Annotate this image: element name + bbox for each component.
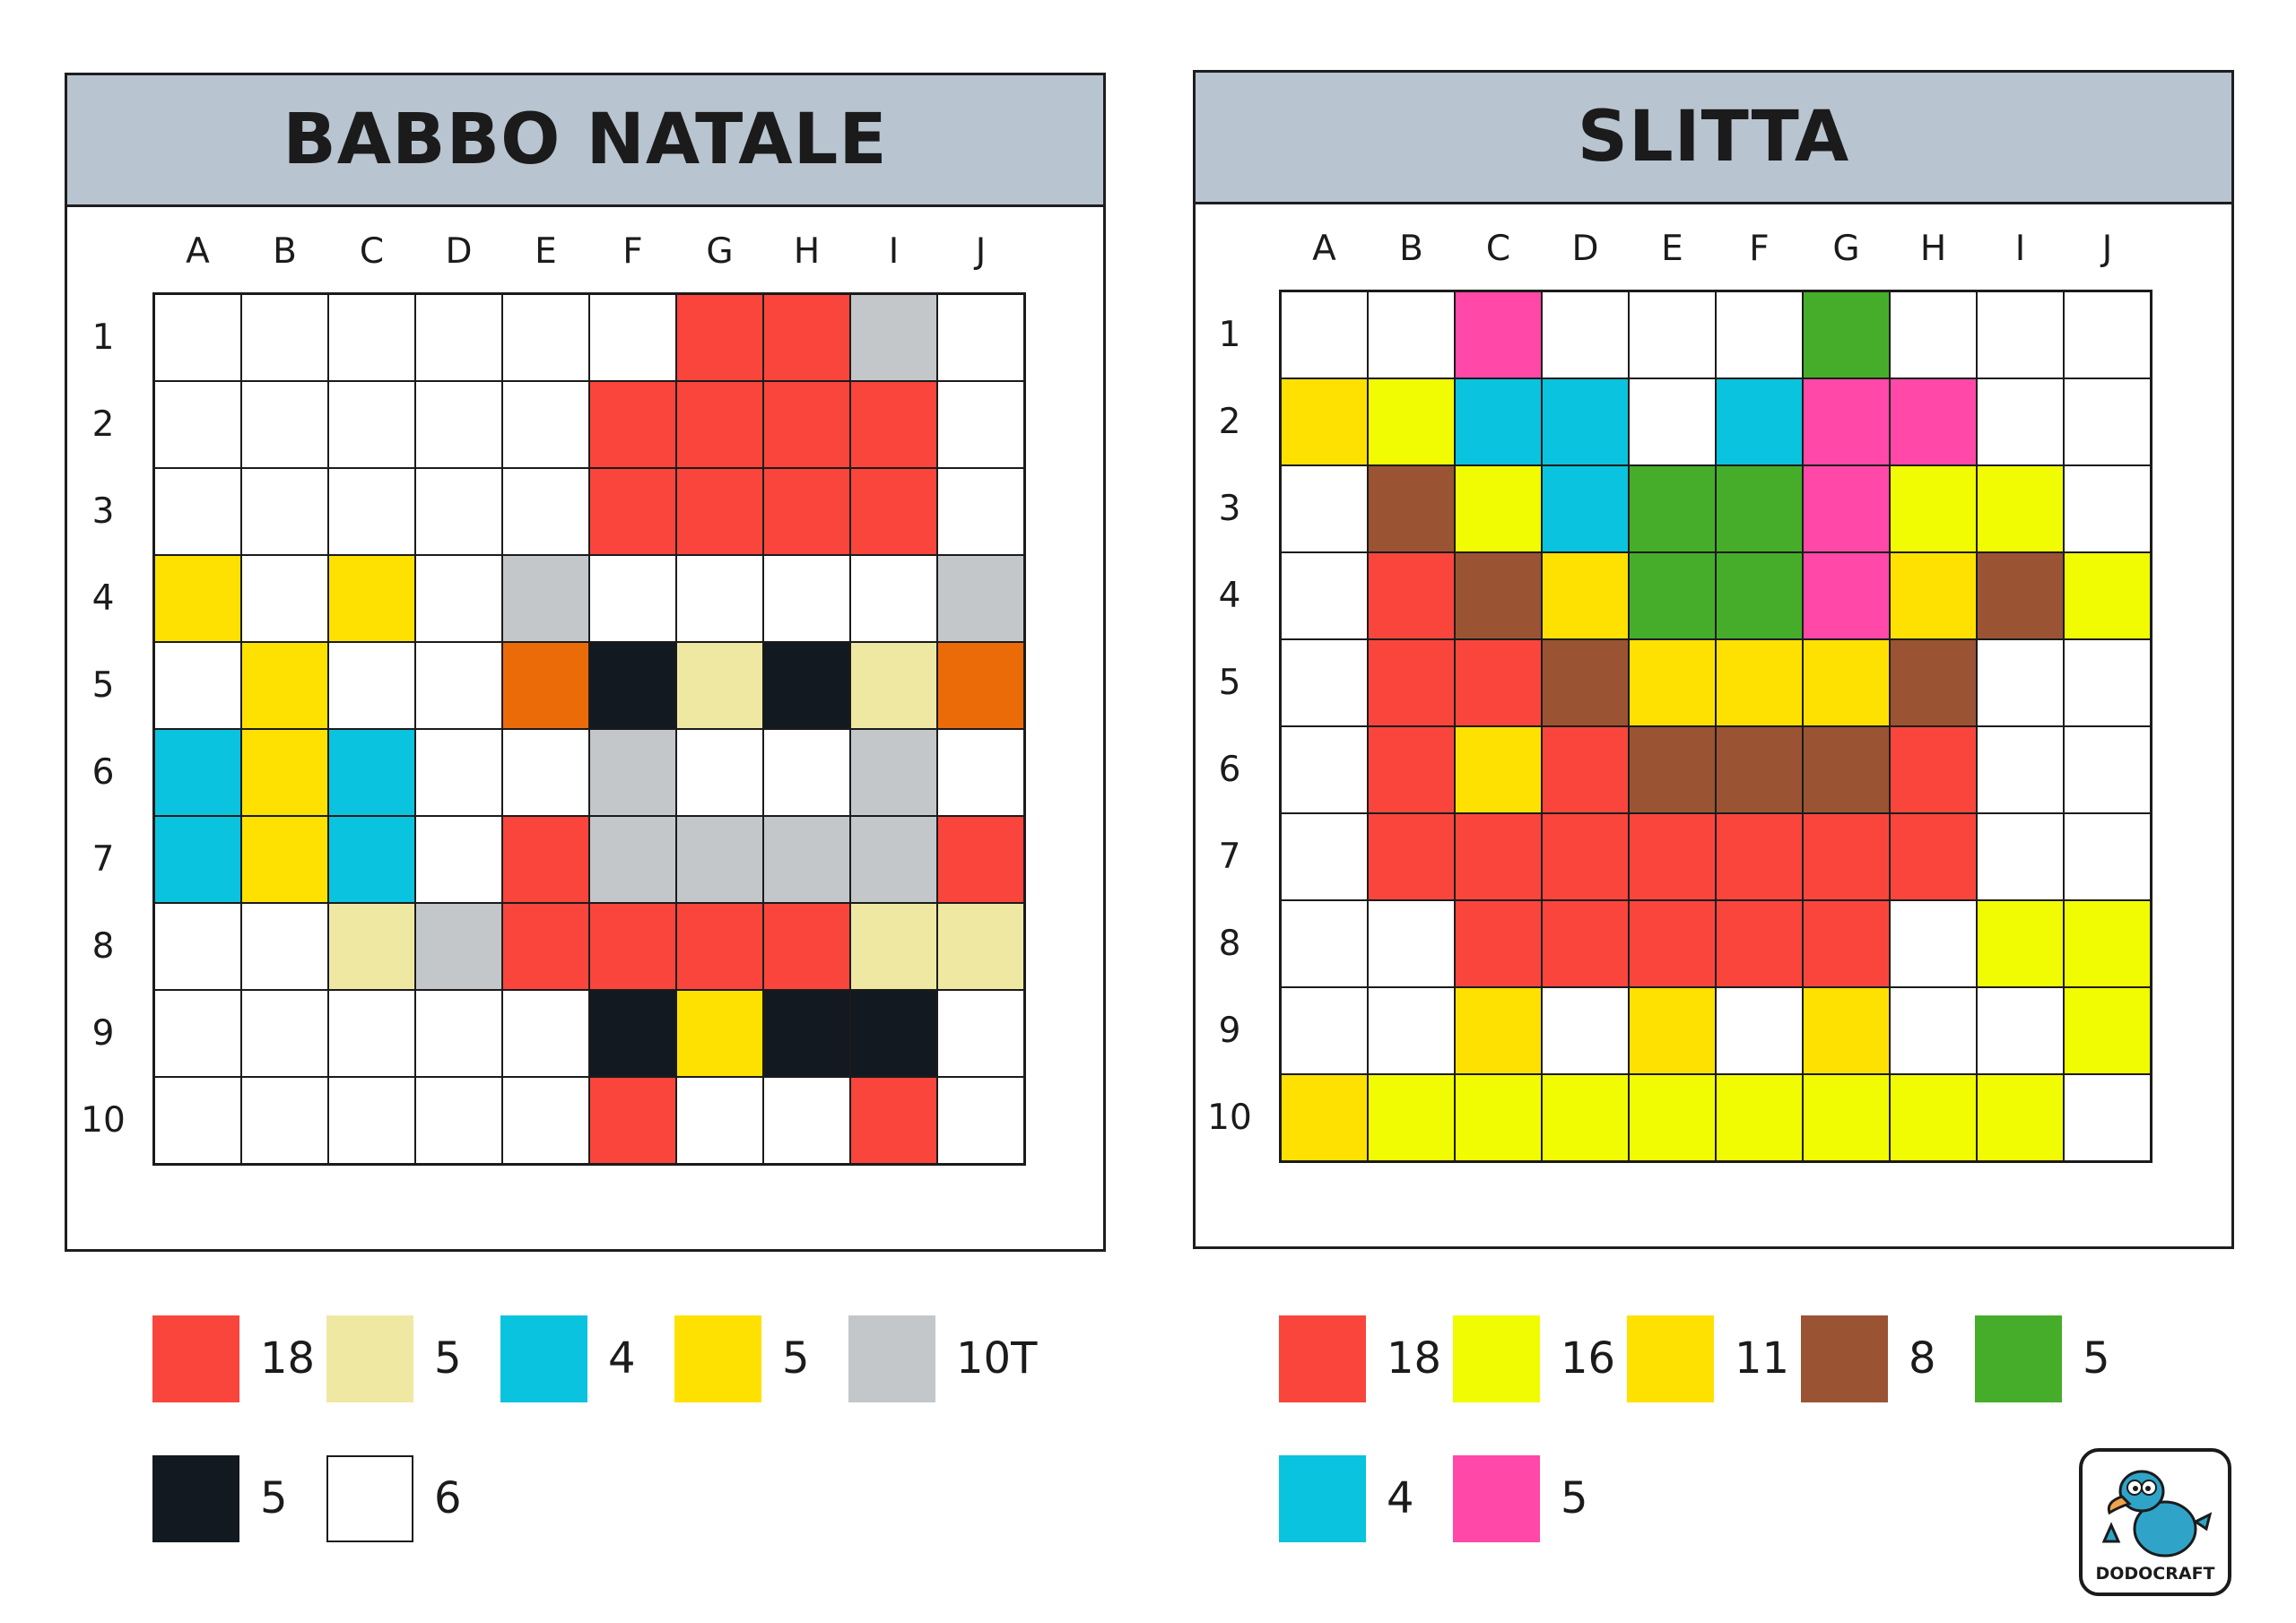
grid-cell-i4[interactable] xyxy=(1977,552,2064,639)
grid-cell-a4[interactable] xyxy=(154,555,241,642)
grid-cell-b2[interactable] xyxy=(241,381,328,468)
grid-cell-j5[interactable] xyxy=(937,642,1024,729)
grid-cell-i8[interactable] xyxy=(1977,900,2064,987)
column-label-j: J xyxy=(2101,229,2113,269)
grid-cell-b8[interactable] xyxy=(1368,900,1455,987)
column-label-h: H xyxy=(1919,229,1947,269)
grid-cell-b7[interactable] xyxy=(241,816,328,903)
grid-cell-c2[interactable] xyxy=(328,381,415,468)
grid-cell-d7[interactable] xyxy=(415,816,502,903)
grid-cell-d9[interactable] xyxy=(415,990,502,1077)
row-label-6: 6 xyxy=(1218,750,1241,790)
grid-cell-f6[interactable] xyxy=(1716,726,1803,813)
legend-swatch xyxy=(1453,1455,1540,1542)
grid-cell-b4[interactable] xyxy=(241,555,328,642)
grid-cell-g8[interactable] xyxy=(676,903,763,990)
row-label-2: 2 xyxy=(1218,402,1241,442)
grid-cell-a7[interactable] xyxy=(1281,813,1368,900)
grid-cell-j1[interactable] xyxy=(937,294,1024,381)
legend-count: 11 xyxy=(1735,1333,1790,1384)
grid-cell-b2[interactable] xyxy=(1368,378,1455,465)
grid-cell-j7[interactable] xyxy=(937,816,1024,903)
grid-cell-i4[interactable] xyxy=(850,555,937,642)
grid-cell-i7[interactable] xyxy=(850,816,937,903)
puzzle-title: SLITTA xyxy=(1196,73,2231,204)
column-label-h: H xyxy=(793,231,821,272)
grid-cell-c5[interactable] xyxy=(1455,639,1542,726)
grid-cell-b5[interactable] xyxy=(241,642,328,729)
legend-count: 18 xyxy=(260,1333,316,1384)
grid-cell-j10[interactable] xyxy=(937,1077,1024,1164)
grid-cell-f3[interactable] xyxy=(589,468,676,555)
grid-cell-g4[interactable] xyxy=(1803,552,1890,639)
grid-cell-e8[interactable] xyxy=(1629,900,1716,987)
grid-cell-b6[interactable] xyxy=(1368,726,1455,813)
grid-cell-g2[interactable] xyxy=(1803,378,1890,465)
grid-cell-g4[interactable] xyxy=(676,555,763,642)
grid-cell-g10[interactable] xyxy=(1803,1074,1890,1161)
grid-cell-g5[interactable] xyxy=(676,642,763,729)
column-label-f: F xyxy=(1749,229,1770,269)
grid-cell-a9[interactable] xyxy=(1281,987,1368,1074)
grid-cell-d9[interactable] xyxy=(1542,987,1629,1074)
grid-cell-h2[interactable] xyxy=(763,381,850,468)
pixel-grid xyxy=(1279,290,2152,1163)
grid-cell-a5[interactable] xyxy=(154,642,241,729)
grid-cell-g5[interactable] xyxy=(1803,639,1890,726)
grid-cell-a1[interactable] xyxy=(1281,291,1368,378)
row-label-4: 4 xyxy=(1218,576,1241,616)
grid-cell-h7[interactable] xyxy=(763,816,850,903)
grid-cell-h6[interactable] xyxy=(763,729,850,816)
grid-cell-c8[interactable] xyxy=(1455,900,1542,987)
grid-cell-c8[interactable] xyxy=(328,903,415,990)
grid-cell-f8[interactable] xyxy=(1716,900,1803,987)
grid-cell-d4[interactable] xyxy=(415,555,502,642)
grid-cell-h4[interactable] xyxy=(763,555,850,642)
legend-count: 4 xyxy=(608,1333,636,1384)
legend-count: 10T xyxy=(956,1333,1038,1384)
grid-cell-a2[interactable] xyxy=(154,381,241,468)
grid-cell-j5[interactable] xyxy=(2064,639,2151,726)
grid-cell-a7[interactable] xyxy=(154,816,241,903)
grid-cell-j6[interactable] xyxy=(2064,726,2151,813)
row-label-7: 7 xyxy=(91,839,115,880)
grid-cell-b7[interactable] xyxy=(1368,813,1455,900)
grid-cell-g6[interactable] xyxy=(1803,726,1890,813)
grid-cell-b4[interactable] xyxy=(1368,552,1455,639)
grid-cell-i6[interactable] xyxy=(1977,726,2064,813)
grid-cell-j4[interactable] xyxy=(2064,552,2151,639)
grid-cell-j3[interactable] xyxy=(937,468,1024,555)
grid-cell-e9[interactable] xyxy=(1629,987,1716,1074)
row-label-5: 5 xyxy=(1218,663,1241,703)
grid-cell-a8[interactable] xyxy=(154,903,241,990)
grid-cell-c10[interactable] xyxy=(328,1077,415,1164)
grid-cell-i1[interactable] xyxy=(850,294,937,381)
grid-cell-e10[interactable] xyxy=(502,1077,589,1164)
dodo-bird-icon xyxy=(2083,1455,2228,1563)
puzzle-title: BABBO NATALE xyxy=(67,75,1103,207)
legend-swatch xyxy=(674,1315,761,1402)
grid-cell-c5[interactable] xyxy=(328,642,415,729)
row-label-3: 3 xyxy=(1218,489,1241,529)
grid-cell-b3[interactable] xyxy=(241,468,328,555)
legend-count: 5 xyxy=(260,1473,288,1523)
grid-cell-e6[interactable] xyxy=(1629,726,1716,813)
legend-swatch xyxy=(326,1455,413,1542)
grid-cell-d6[interactable] xyxy=(1542,726,1629,813)
grid-cell-i3[interactable] xyxy=(1977,465,2064,552)
legend-swatch xyxy=(1453,1315,1540,1402)
grid-cell-a8[interactable] xyxy=(1281,900,1368,987)
grid-cell-i8[interactable] xyxy=(850,903,937,990)
legend-count: 18 xyxy=(1387,1333,1442,1384)
column-label-c: C xyxy=(1485,229,1511,269)
grid-cell-b6[interactable] xyxy=(241,729,328,816)
legend-swatch xyxy=(152,1315,239,1402)
grid-cell-b9[interactable] xyxy=(1368,987,1455,1074)
grid-cell-c3[interactable] xyxy=(1455,465,1542,552)
grid-cell-h10[interactable] xyxy=(763,1077,850,1164)
grid-cell-a6[interactable] xyxy=(1281,726,1368,813)
row-label-10: 10 xyxy=(81,1100,126,1141)
grid-cell-j6[interactable] xyxy=(937,729,1024,816)
grid-cell-i2[interactable] xyxy=(1977,378,2064,465)
grid-cell-j3[interactable] xyxy=(2064,465,2151,552)
legend-count: 5 xyxy=(2083,1333,2110,1384)
legend-swatch xyxy=(500,1315,587,1402)
column-label-a: A xyxy=(1312,229,1336,269)
row-label-8: 8 xyxy=(1218,924,1241,964)
grid-cell-j2[interactable] xyxy=(937,381,1024,468)
grid-cell-f1[interactable] xyxy=(1716,291,1803,378)
grid-cell-f4[interactable] xyxy=(589,555,676,642)
grid-cell-j8[interactable] xyxy=(2064,900,2151,987)
grid-cell-g10[interactable] xyxy=(676,1077,763,1164)
grid-cell-d10[interactable] xyxy=(1542,1074,1629,1161)
grid-cell-g9[interactable] xyxy=(676,990,763,1077)
grid-cell-e3[interactable] xyxy=(502,468,589,555)
grid-cell-g8[interactable] xyxy=(1803,900,1890,987)
grid-cell-d6[interactable] xyxy=(415,729,502,816)
grid-cell-b9[interactable] xyxy=(241,990,328,1077)
grid-cell-d1[interactable] xyxy=(415,294,502,381)
grid-cell-a4[interactable] xyxy=(1281,552,1368,639)
grid-cell-i7[interactable] xyxy=(1977,813,2064,900)
grid-cell-f3[interactable] xyxy=(1716,465,1803,552)
legend-count: 8 xyxy=(1909,1333,1936,1384)
grid-cell-a1[interactable] xyxy=(154,294,241,381)
grid-cell-a5[interactable] xyxy=(1281,639,1368,726)
grid-cell-i6[interactable] xyxy=(850,729,937,816)
grid-cell-f2[interactable] xyxy=(589,381,676,468)
legend-swatch xyxy=(1279,1315,1366,1402)
column-label-i: I xyxy=(888,231,900,272)
dodocraft-logo xyxy=(2079,1448,2231,1596)
grid-cell-f4[interactable] xyxy=(1716,552,1803,639)
grid-cell-d7[interactable] xyxy=(1542,813,1629,900)
grid-cell-i1[interactable] xyxy=(1977,291,2064,378)
grid-cell-j1[interactable] xyxy=(2064,291,2151,378)
column-label-d: D xyxy=(445,231,473,272)
grid-cell-d8[interactable] xyxy=(1542,900,1629,987)
grid-cell-a10[interactable] xyxy=(154,1077,241,1164)
row-label-3: 3 xyxy=(91,491,115,532)
grid-cell-a10[interactable] xyxy=(1281,1074,1368,1161)
row-label-1: 1 xyxy=(1218,315,1241,355)
grid-cell-a3[interactable] xyxy=(1281,465,1368,552)
row-label-6: 6 xyxy=(91,752,115,793)
grid-cell-g7[interactable] xyxy=(1803,813,1890,900)
grid-cell-f2[interactable] xyxy=(1716,378,1803,465)
grid-cell-b3[interactable] xyxy=(1368,465,1455,552)
grid-cell-c9[interactable] xyxy=(1455,987,1542,1074)
grid-cell-c3[interactable] xyxy=(328,468,415,555)
row-label-5: 5 xyxy=(91,665,115,706)
legend-swatch xyxy=(1279,1455,1366,1542)
legend-count: 5 xyxy=(434,1333,462,1384)
grid-cell-g3[interactable] xyxy=(676,468,763,555)
legend-count: 6 xyxy=(434,1473,462,1523)
row-label-1: 1 xyxy=(91,317,115,358)
grid-cell-f6[interactable] xyxy=(589,729,676,816)
column-label-e: E xyxy=(535,231,557,272)
legend-count: 5 xyxy=(1561,1473,1588,1523)
grid-cell-a6[interactable] xyxy=(154,729,241,816)
grid-cell-c6[interactable] xyxy=(1455,726,1542,813)
grid-cell-g1[interactable] xyxy=(1803,291,1890,378)
column-label-f: F xyxy=(622,231,643,272)
grid-cell-d3[interactable] xyxy=(1542,465,1629,552)
grid-cell-d2[interactable] xyxy=(1542,378,1629,465)
grid-cell-j4[interactable] xyxy=(937,555,1024,642)
grid-cell-e2[interactable] xyxy=(1629,378,1716,465)
grid-cell-b1[interactable] xyxy=(1368,291,1455,378)
grid-cell-c6[interactable] xyxy=(328,729,415,816)
column-label-j: J xyxy=(975,231,987,272)
grid-cell-i2[interactable] xyxy=(850,381,937,468)
grid-cell-c7[interactable] xyxy=(1455,813,1542,900)
grid-cell-h1[interactable] xyxy=(763,294,850,381)
grid-cell-d10[interactable] xyxy=(415,1077,502,1164)
grid-cell-i3[interactable] xyxy=(850,468,937,555)
row-label-4: 4 xyxy=(91,578,115,619)
grid-cell-c1[interactable] xyxy=(328,294,415,381)
grid-cell-i10[interactable] xyxy=(1977,1074,2064,1161)
grid-cell-h3[interactable] xyxy=(763,468,850,555)
grid-cell-d5[interactable] xyxy=(415,642,502,729)
row-label-9: 9 xyxy=(91,1013,115,1054)
grid-cell-e10[interactable] xyxy=(1629,1074,1716,1161)
row-label-10: 10 xyxy=(1207,1098,1252,1138)
grid-cell-e9[interactable] xyxy=(502,990,589,1077)
grid-cell-e7[interactable] xyxy=(502,816,589,903)
grid-cell-b5[interactable] xyxy=(1368,639,1455,726)
column-label-g: G xyxy=(1832,229,1860,269)
grid-cell-f8[interactable] xyxy=(589,903,676,990)
grid-cell-e7[interactable] xyxy=(1629,813,1716,900)
grid-cell-j9[interactable] xyxy=(937,990,1024,1077)
column-label-d: D xyxy=(1571,229,1599,269)
grid-cell-g6[interactable] xyxy=(676,729,763,816)
grid-cell-h10[interactable] xyxy=(1890,1074,1977,1161)
legend-swatch xyxy=(152,1455,239,1542)
grid-cell-d4[interactable] xyxy=(1542,552,1629,639)
grid-cell-j9[interactable] xyxy=(2064,987,2151,1074)
grid-cell-h2[interactable] xyxy=(1890,378,1977,465)
logo-text: DODOCRAFT xyxy=(2095,1564,2215,1584)
grid-cell-h3[interactable] xyxy=(1890,465,1977,552)
grid-cell-e4[interactable] xyxy=(1629,552,1716,639)
grid-cell-e5[interactable] xyxy=(502,642,589,729)
grid-cell-e6[interactable] xyxy=(502,729,589,816)
column-label-e: E xyxy=(1661,229,1683,269)
grid-cell-f9[interactable] xyxy=(1716,987,1803,1074)
row-label-7: 7 xyxy=(1218,837,1241,877)
grid-cell-g1[interactable] xyxy=(676,294,763,381)
row-label-2: 2 xyxy=(91,404,115,445)
grid-cell-f9[interactable] xyxy=(589,990,676,1077)
pixel-grid xyxy=(152,292,1026,1166)
grid-cell-d5[interactable] xyxy=(1542,639,1629,726)
grid-cell-c4[interactable] xyxy=(328,555,415,642)
grid-cell-g7[interactable] xyxy=(676,816,763,903)
legend-swatch xyxy=(1627,1315,1714,1402)
grid-cell-e1[interactable] xyxy=(1629,291,1716,378)
grid-cell-j10[interactable] xyxy=(2064,1074,2151,1161)
column-label-b: B xyxy=(1399,229,1423,269)
grid-cell-a2[interactable] xyxy=(1281,378,1368,465)
grid-cell-b10[interactable] xyxy=(1368,1074,1455,1161)
legend-swatch xyxy=(1975,1315,2062,1402)
grid-cell-e3[interactable] xyxy=(1629,465,1716,552)
grid-cell-e5[interactable] xyxy=(1629,639,1716,726)
grid-cell-c9[interactable] xyxy=(328,990,415,1077)
grid-cell-a3[interactable] xyxy=(154,468,241,555)
column-label-i: I xyxy=(2014,229,2026,269)
grid-cell-a9[interactable] xyxy=(154,990,241,1077)
grid-cell-c4[interactable] xyxy=(1455,552,1542,639)
grid-cell-h5[interactable] xyxy=(1890,639,1977,726)
legend-swatch xyxy=(1801,1315,1888,1402)
legend-count: 4 xyxy=(1387,1473,1414,1523)
column-label-b: B xyxy=(273,231,297,272)
grid-cell-e2[interactable] xyxy=(502,381,589,468)
grid-cell-b10[interactable] xyxy=(241,1077,328,1164)
grid-cell-j2[interactable] xyxy=(2064,378,2151,465)
grid-cell-i9[interactable] xyxy=(1977,987,2064,1074)
grid-cell-e1[interactable] xyxy=(502,294,589,381)
grid-cell-f10[interactable] xyxy=(589,1077,676,1164)
grid-cell-d8[interactable] xyxy=(415,903,502,990)
legend-count: 5 xyxy=(782,1333,810,1384)
grid-cell-c2[interactable] xyxy=(1455,378,1542,465)
column-label-c: C xyxy=(359,231,385,272)
column-label-a: A xyxy=(186,231,210,272)
grid-cell-h5[interactable] xyxy=(763,642,850,729)
grid-cell-b1[interactable] xyxy=(241,294,328,381)
grid-cell-h9[interactable] xyxy=(1890,987,1977,1074)
grid-cell-d1[interactable] xyxy=(1542,291,1629,378)
grid-cell-c7[interactable] xyxy=(328,816,415,903)
grid-cell-f1[interactable] xyxy=(589,294,676,381)
grid-cell-e4[interactable] xyxy=(502,555,589,642)
grid-cell-f7[interactable] xyxy=(1716,813,1803,900)
column-label-g: G xyxy=(706,231,734,272)
grid-cell-f10[interactable] xyxy=(1716,1074,1803,1161)
grid-cell-h8[interactable] xyxy=(763,903,850,990)
grid-cell-d2[interactable] xyxy=(415,381,502,468)
legend-swatch xyxy=(848,1315,935,1402)
row-label-9: 9 xyxy=(1218,1011,1241,1051)
grid-cell-h4[interactable] xyxy=(1890,552,1977,639)
grid-cell-b8[interactable] xyxy=(241,903,328,990)
grid-cell-g2[interactable] xyxy=(676,381,763,468)
grid-cell-c10[interactable] xyxy=(1455,1074,1542,1161)
grid-cell-f7[interactable] xyxy=(589,816,676,903)
grid-cell-h9[interactable] xyxy=(763,990,850,1077)
grid-cell-i5[interactable] xyxy=(850,642,937,729)
grid-cell-f5[interactable] xyxy=(589,642,676,729)
grid-cell-h1[interactable] xyxy=(1890,291,1977,378)
grid-cell-i5[interactable] xyxy=(1977,639,2064,726)
grid-cell-d3[interactable] xyxy=(415,468,502,555)
grid-cell-c1[interactable] xyxy=(1455,291,1542,378)
grid-cell-i9[interactable] xyxy=(850,990,937,1077)
grid-cell-h8[interactable] xyxy=(1890,900,1977,987)
grid-cell-h6[interactable] xyxy=(1890,726,1977,813)
grid-cell-g9[interactable] xyxy=(1803,987,1890,1074)
grid-cell-g3[interactable] xyxy=(1803,465,1890,552)
legend-count: 16 xyxy=(1561,1333,1616,1384)
grid-cell-h7[interactable] xyxy=(1890,813,1977,900)
grid-cell-j7[interactable] xyxy=(2064,813,2151,900)
grid-cell-j8[interactable] xyxy=(937,903,1024,990)
legend-swatch xyxy=(326,1315,413,1402)
grid-cell-i10[interactable] xyxy=(850,1077,937,1164)
row-label-8: 8 xyxy=(91,926,115,967)
grid-cell-e8[interactable] xyxy=(502,903,589,990)
grid-cell-f5[interactable] xyxy=(1716,639,1803,726)
